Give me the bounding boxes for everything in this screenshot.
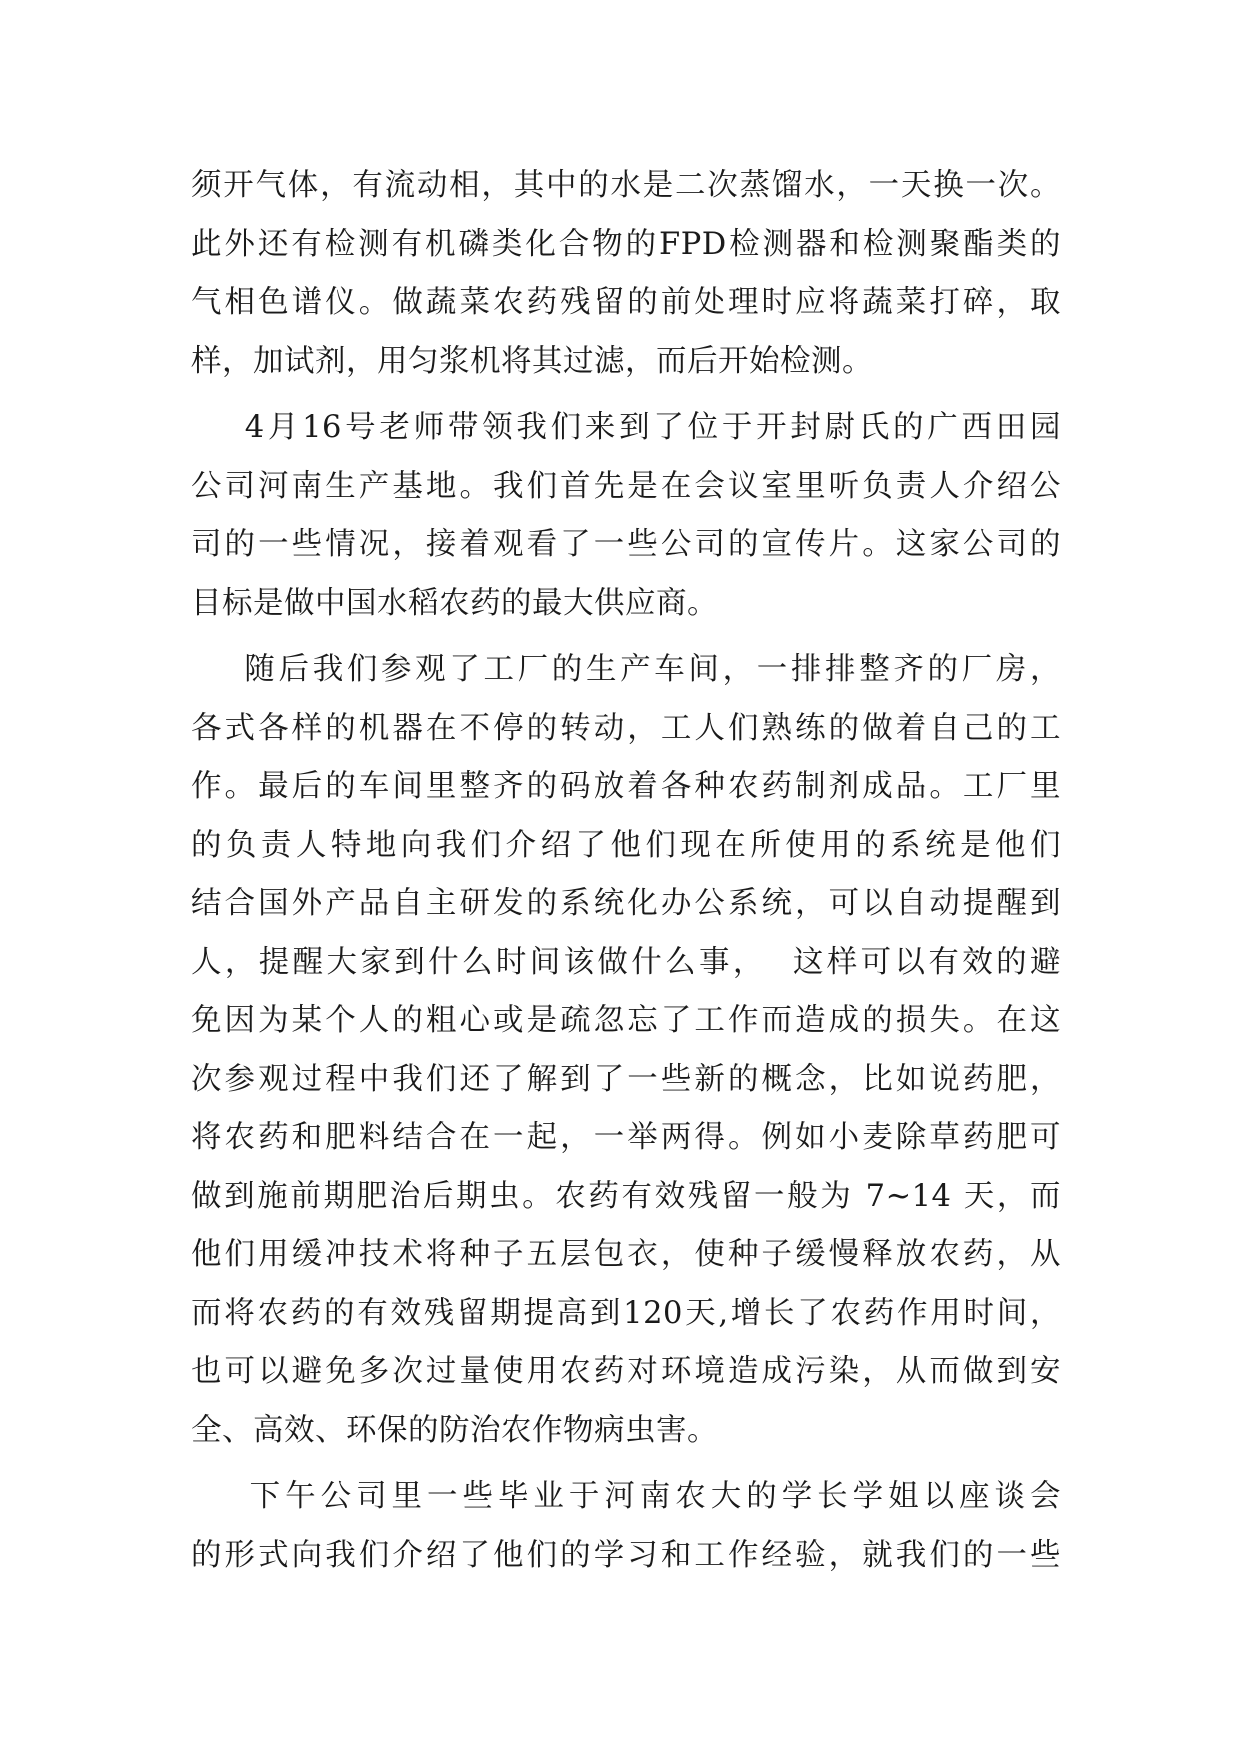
text-line: 此外还有检测有机磷类化合物的FPD检测器和检测聚酯类的 xyxy=(191,226,1061,262)
text-line: 的负责人特地向我们介绍了他们现在所使用的系统是他们 xyxy=(191,827,1061,863)
text-line: 4月16号老师带领我们来到了位于开封尉氏的广西田园 xyxy=(191,410,1061,445)
text-line: 公司河南生产基地。我们首先是在会议室里听负责人介绍公 xyxy=(191,468,1061,504)
text-line: 样，加试剂，用匀浆机将其过滤，而后开始检测。 xyxy=(191,343,873,379)
text-line: 人，提醒大家到什么时间该做什么事， 这样可以有效的避 xyxy=(191,944,1061,980)
text-line: 也可以避免多次过量使用农药对环境造成污染，从而做到安 xyxy=(191,1354,1061,1389)
text-line: 各式各样的机器在不停的转动，工人们熟练的做着自己的工 xyxy=(191,710,1061,746)
text-line: 免因为某个人的粗心或是疏忽忘了工作而造成的损失。在这 xyxy=(191,1003,1061,1038)
text-line: 而将农药的有效残留期提高到120天,增长了农药作用时间， xyxy=(191,1295,1061,1331)
body-text xyxy=(191,157,1061,1585)
text-line: 随后我们参观了工厂的生产车间，一排排整齐的厂房， xyxy=(191,652,1061,687)
text-line: 气相色谱仪。做蔬菜农药残留的前处理时应将蔬菜打碎，取 xyxy=(191,285,1061,320)
text-line: 须开气体，有流动相，其中的水是二次蒸馏水，一天换一次。 xyxy=(191,168,1061,203)
text-line: 做到施前期肥治后期虫。农药有效残留一般为 7~14 天，而 xyxy=(191,1178,1061,1214)
text-line: 下午公司里一些毕业于河南农大的学长学姐以座谈会 xyxy=(191,1479,1061,1514)
text-line: 全、高效、环保的防治农作物病虫害。 xyxy=(191,1412,718,1448)
text-line: 的形式向我们介绍了他们的学习和工作经验，就我们的一些 xyxy=(191,1537,1061,1573)
text-line: 结合国外产品自主研发的系统化办公系统，可以自动提醒到 xyxy=(191,886,1061,921)
text-line: 作。最后的车间里整齐的码放着各种农药制剂成品。工厂里 xyxy=(191,769,1061,804)
text-line: 目标是做中国水稻农药的最大供应商。 xyxy=(191,585,718,621)
text-line: 他们用缓冲技术将种子五层包衣，使种子缓慢释放农药，从 xyxy=(191,1237,1061,1272)
text-line: 将农药和肥料结合在一起，一举两得。例如小麦除草药肥可 xyxy=(191,1120,1061,1155)
text-line: 次参观过程中我们还了解到了一些新的概念，比如说药肥， xyxy=(191,1061,1061,1097)
text-line: 司的一些情况，接着观看了一些公司的宣传片。这家公司的 xyxy=(191,527,1061,562)
